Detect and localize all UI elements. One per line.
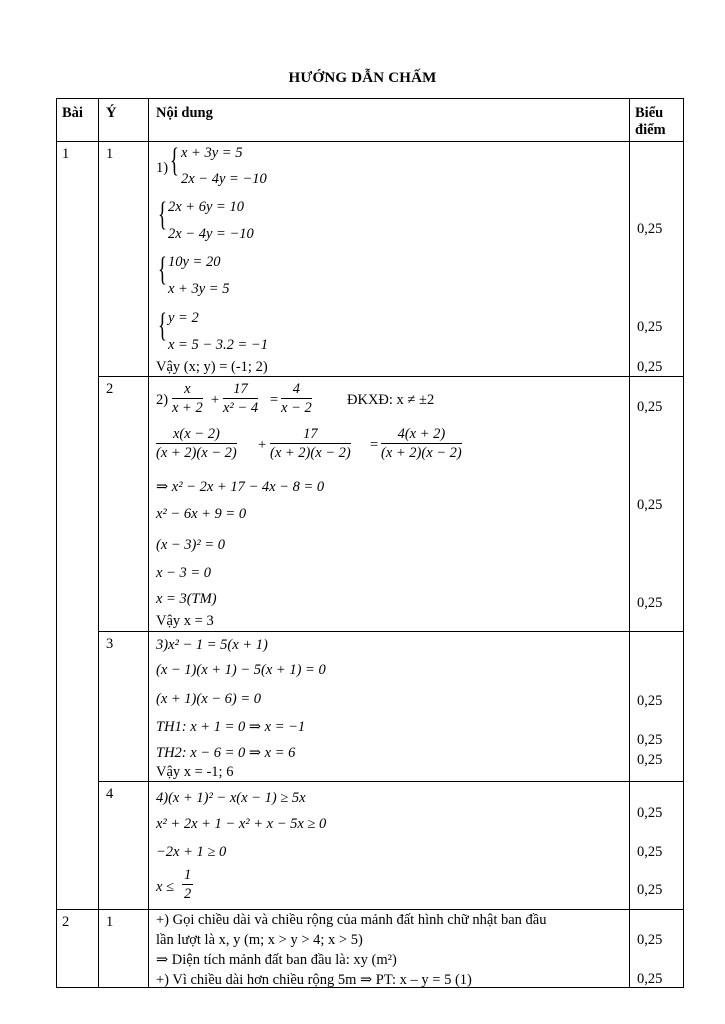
step: x − 3 = 0: [156, 565, 212, 581]
row-divider: [98, 781, 684, 782]
numerator: x: [172, 380, 203, 399]
header-y: Ý: [106, 105, 117, 121]
system-brace: {: [158, 307, 167, 344]
numerator: 1: [184, 867, 192, 883]
score: 0,25: [637, 319, 663, 335]
score: 0,25: [637, 497, 663, 513]
operator: +: [258, 437, 267, 453]
row-divider: [98, 631, 684, 632]
denominator: x² − 4: [223, 400, 259, 416]
column-line: [683, 98, 684, 988]
equation: 2x − 4y = −10: [168, 226, 254, 242]
system-brace: {: [158, 196, 167, 233]
score: 0,25: [637, 882, 663, 898]
step: (x − 3)² = 0: [156, 537, 226, 553]
numerator: 17: [270, 425, 351, 444]
system-brace: {: [158, 251, 167, 288]
column-line: [148, 98, 149, 988]
fraction: [281, 380, 312, 417]
denominator: x + 2: [172, 400, 203, 416]
fraction: [172, 380, 203, 417]
score: 0,25: [637, 805, 663, 821]
step: x ≤: [156, 879, 175, 895]
header-bieu: Biểu: [635, 105, 664, 121]
step: TH2: x − 6 = 0 ⇒ x = 6: [156, 745, 296, 761]
equation: 10y = 20: [168, 254, 221, 270]
numerator: 4(x + 2): [381, 425, 462, 444]
operator: +: [211, 392, 220, 408]
score: 0,25: [637, 752, 663, 768]
bai-number: 2: [62, 914, 70, 930]
step: 3)x² − 1 = 5(x + 1): [156, 637, 268, 653]
column-line: [98, 98, 99, 988]
system-brace: {: [170, 142, 179, 179]
header-divider: [56, 141, 684, 142]
equation: x + 3y = 5: [168, 281, 230, 297]
score: 0,25: [637, 844, 663, 860]
grading-table: [56, 98, 684, 988]
score: 0,25: [637, 693, 663, 709]
score: 0,25: [637, 399, 663, 415]
answer: Vậy x = -1; 6: [156, 764, 234, 780]
header-bai: Bài: [62, 105, 83, 121]
header-noidung: Nội dung: [156, 105, 213, 121]
row-divider: [98, 376, 684, 377]
fraction: [182, 866, 193, 903]
y-number: 2: [106, 381, 114, 397]
numerator: 4: [281, 380, 312, 399]
score: 0,25: [637, 732, 663, 748]
text-line: +) Gọi chiều dài và chiều rộng của mảnh đất hình chữ nhật ban đầu: [156, 912, 547, 928]
fraction: [270, 425, 351, 462]
header-diem: điểm: [635, 122, 666, 138]
bai-number: 1: [62, 146, 70, 162]
fraction: [381, 425, 462, 462]
denominator: (x + 2)(x − 2): [381, 445, 462, 461]
y-number: 1: [106, 146, 114, 162]
denominator: (x + 2)(x − 2): [156, 445, 237, 461]
condition: ĐKXĐ: x ≠ ±2: [347, 392, 435, 408]
score: 0,25: [637, 932, 663, 948]
page-title: HƯỚNG DẪN CHẤM: [288, 70, 437, 86]
score: 0,25: [637, 221, 663, 237]
equation: 2x − 4y = −10: [181, 171, 267, 187]
answer: Vậy (x; y) = (-1; 2): [156, 359, 268, 375]
part-label: 2): [156, 392, 169, 408]
step: (x + 1)(x − 6) = 0: [156, 691, 262, 707]
fraction: [156, 425, 237, 462]
operator: =: [370, 437, 379, 453]
text-line: ⇒ Diện tích mảnh đất ban đầu là: xy (m²): [156, 952, 397, 968]
step: ⇒ x² − 2x + 17 − 4x − 8 = 0: [156, 479, 325, 495]
equation: x = 5 − 3.2 = −1: [168, 337, 268, 353]
step: 4)(x + 1)² − x(x − 1) ≥ 5x: [156, 790, 306, 806]
answer: Vậy x = 3: [156, 613, 214, 629]
part-label: 1): [156, 160, 169, 176]
y-number: 1: [106, 914, 114, 930]
row-divider: [56, 909, 684, 910]
denominator: (x + 2)(x − 2): [270, 445, 351, 461]
fraction: [223, 380, 258, 417]
equation: x + 3y = 5: [181, 145, 243, 161]
column-line: [629, 98, 630, 988]
equation: y = 2: [168, 310, 199, 326]
denominator: 2: [184, 886, 192, 902]
step: −2x + 1 ≥ 0: [156, 844, 227, 860]
table-border-top: [56, 98, 684, 99]
equation: 2x + 6y = 10: [168, 199, 244, 215]
column-line: [56, 98, 57, 988]
step: x² − 6x + 9 = 0: [156, 506, 247, 522]
score: 0,25: [637, 359, 663, 375]
numerator: x(x − 2): [156, 425, 237, 444]
step: x = 3(TM): [156, 591, 217, 607]
text-line: lần lượt là x, y (m; x > y > 4; x > 5): [156, 932, 363, 948]
denominator: x − 2: [281, 400, 312, 416]
y-number: 3: [106, 636, 114, 652]
step: TH1: x + 1 = 0 ⇒ x = −1: [156, 719, 306, 735]
operator: =: [270, 392, 279, 408]
numerator: 17: [223, 380, 258, 399]
text-line: +) Vì chiều dài hơn chiều rộng 5m ⇒ PT: x – y = 5 (1): [156, 972, 472, 988]
score: 0,25: [637, 595, 663, 611]
y-number: 4: [106, 786, 114, 802]
score: 0,25: [637, 971, 663, 987]
step: (x − 1)(x + 1) − 5(x + 1) = 0: [156, 662, 326, 678]
step: x² + 2x + 1 − x² + x − 5x ≥ 0: [156, 816, 327, 832]
